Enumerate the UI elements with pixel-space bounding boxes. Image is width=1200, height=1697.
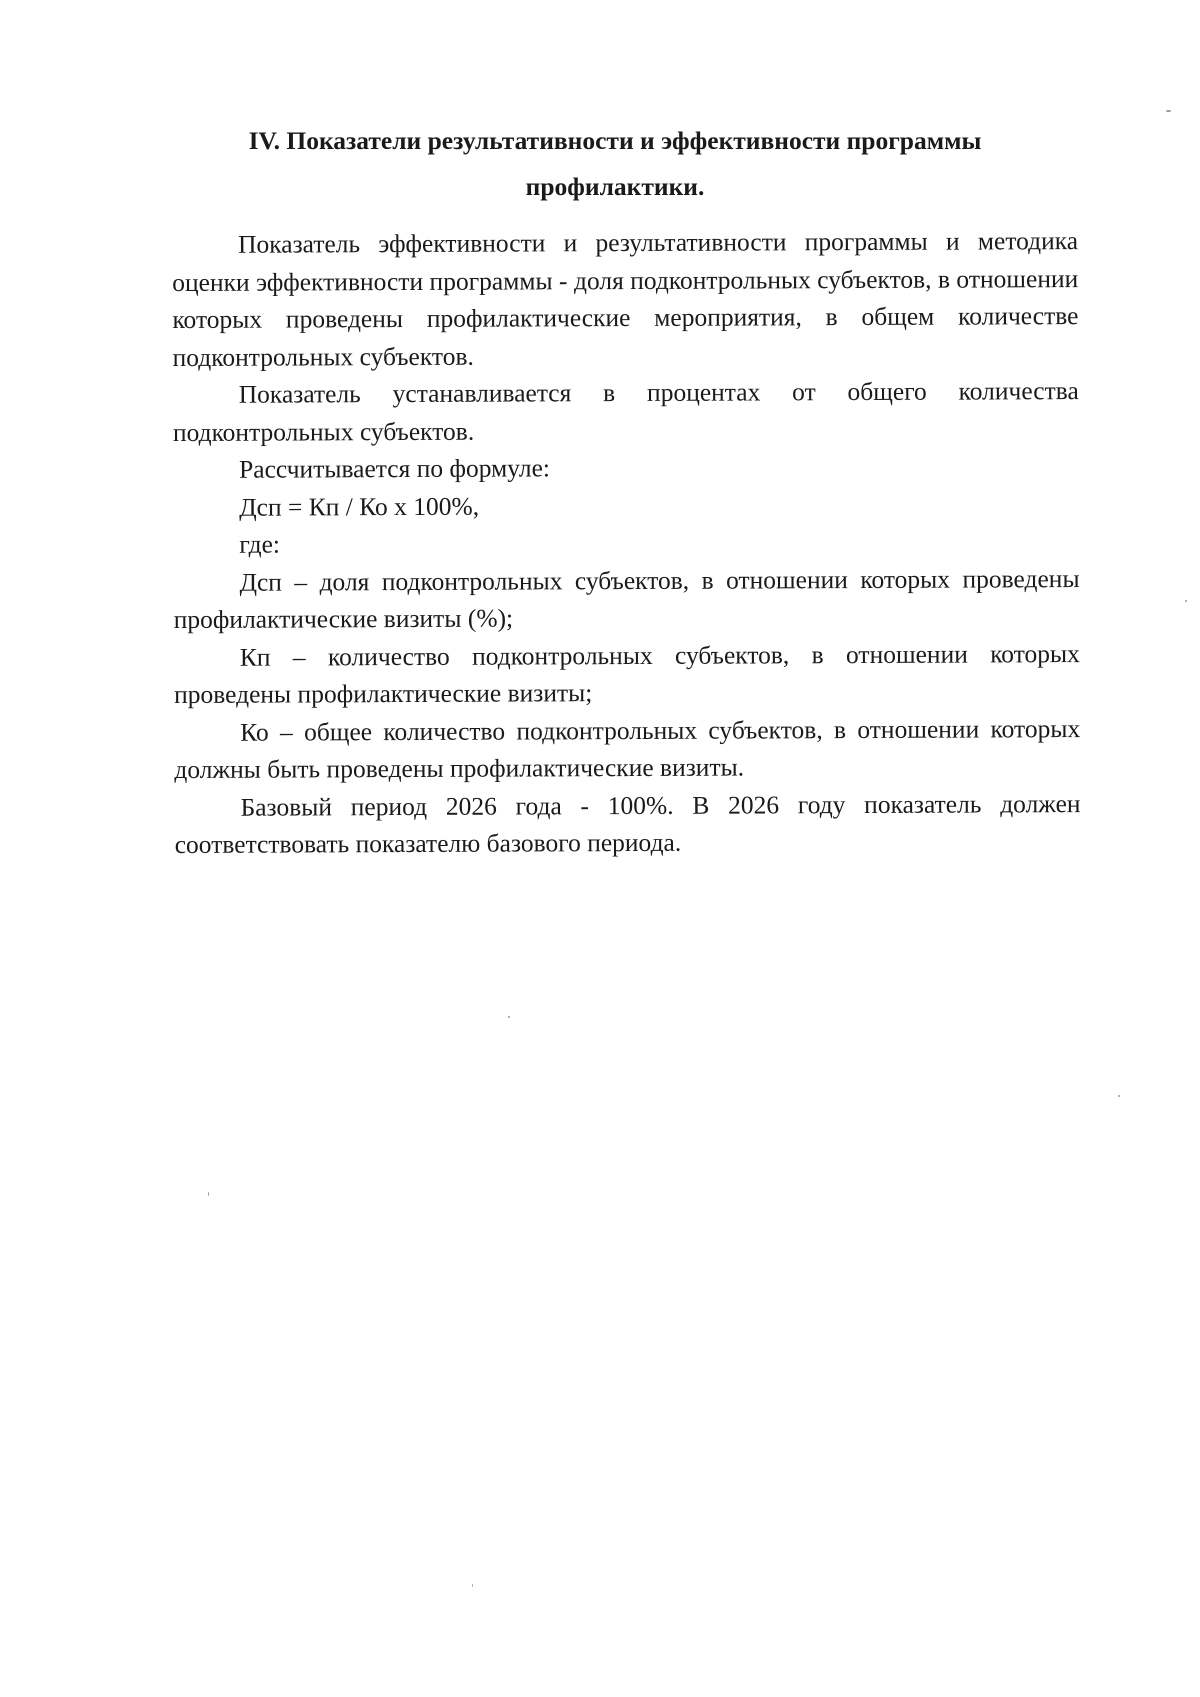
document-body — [172, 222, 1081, 863]
scan-speck — [1118, 1095, 1120, 1097]
definition-kp: Кп – количество подконтрольных субъектов, в отношении которых проведены профилактические визиты; — [173, 638, 1080, 709]
section-heading — [150, 118, 1080, 210]
scan-speck — [508, 1016, 510, 1018]
definition-ko: Ко – общее количество подконтрольных субъектов, в отношении которых должны быть проведены профилактические визиты. — [174, 713, 1081, 784]
scan-speck — [208, 1192, 209, 1196]
definition-dsp: Дсп – доля подконтрольных субъектов, в отношении которых проведены профилактические визиты (%); — [173, 563, 1080, 634]
section-title-line-1: IV. Показатели результативности и эффективности программы — [248, 126, 982, 155]
paragraph-formula-intro: Рассчитывается по формуле: — [238, 453, 551, 484]
scan-speck — [1185, 600, 1187, 602]
paragraph-base-period: Базовый период 2026 года - 100%. В 2026 году показатель должен соответствовать показателю базового периода. — [174, 788, 1081, 859]
scan-speck — [472, 1584, 473, 1587]
section-title-line-2: профилактики. — [525, 172, 705, 201]
paragraph-indicator-units: Показатель устанавливается в процентах от общего количества подконтрольных субъектов. — [172, 376, 1079, 447]
formula: Дсп = Кп / Ко х 100%, — [239, 491, 480, 522]
scan-speck — [1166, 110, 1171, 112]
paragraph-where: где: — [239, 529, 281, 559]
paragraph-indicator-definition: Показатель эффективности и результативности программы и методика оценки эффективности программы - доля подконтрольных субъектов, в отношении которых проведены профилактические мероприятия, в общем количестве подконтрольных субъектов. — [172, 226, 1079, 372]
